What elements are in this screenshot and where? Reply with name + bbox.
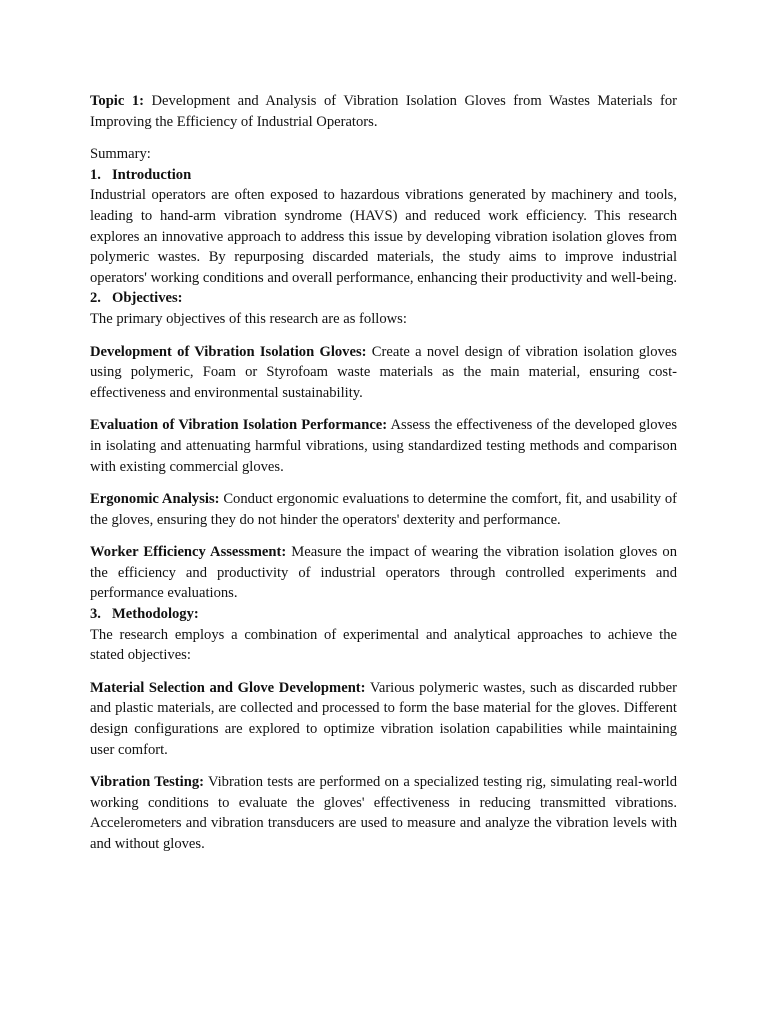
objective-term: Worker Efficiency Assessment:: [90, 544, 287, 561]
objective-text: Create a novel design of vibration isolation gloves using polymeric, Foam or Styrofoam waste materials as the main material, ensuring cost-effectiveness and environmental sustainability.: [90, 343, 677, 401]
objective-item: [90, 415, 677, 477]
objective-text: Measure the impact of wearing the vibration isolation gloves on the efficiency and productivity of industrial operators through controlled experiments and performance evaluations.: [90, 544, 677, 602]
summary-label: Summary:: [90, 146, 151, 163]
objectives-intro: The primary objectives of this research are as follows:: [90, 310, 407, 327]
topic-text: Development and Analysis of Vibration Isolation Gloves from Wastes Materials for Improving the Efficiency of Industrial Operators.: [90, 93, 677, 130]
methodology-item: [90, 772, 677, 854]
objective-item: [90, 542, 677, 604]
objective-term: Development of Vibration Isolation Gloves:: [90, 343, 367, 360]
methodology-text: Various polymeric wastes, such as discarded rubber and plastic materials, are collected and processed to form the base material for the gloves. Different design configurations are explored to optimize vibration isolation capabilities while maintaining user comfort.: [90, 679, 677, 758]
objective-item: [90, 342, 677, 404]
section-heading-methodology: [90, 604, 677, 625]
objective-term: Ergonomic Analysis:: [90, 491, 220, 508]
objective-text: Assess the effectiveness of the developed gloves in isolating and attenuating harmful vibrations, using standardized testing methods and comparison with existing commercial gloves.: [90, 417, 678, 475]
objective-term: Evaluation of Vibration Isolation Performance:: [90, 417, 388, 434]
section-number: 2.: [90, 290, 101, 307]
methodology-intro: The research employs a combination of experimental and analytical approaches to achieve the stated objectives:: [90, 626, 677, 664]
objective-text: Conduct ergonomic evaluations to determine the comfort, fit, and usability of the gloves, ensuring they do not hinder the operators' dexterity and performance.: [90, 491, 678, 528]
section-heading-introduction: [90, 165, 677, 186]
methodology-item: [90, 678, 677, 760]
objective-item: [90, 489, 677, 530]
topic-paragraph: [90, 91, 677, 132]
introduction-body: Industrial operators are often exposed to hazardous vibrations generated by machinery and tools, leading to hand-arm vibration syndrome (HAVS) and reduced work efficiency. This research explores an innovative approach to address this issue by developing vibration isolation gloves from polymeric wastes. By repurposing discarded materials, the study aims to improve industrial operators' working conditions and overall performance, enhancing their productivity and well-being.: [90, 187, 678, 286]
methodology-term: Vibration Testing:: [90, 774, 204, 791]
section-number: 1.: [90, 166, 101, 183]
methodology-text: Vibration tests are performed on a specialized testing rig, simulating real-world working conditions to evaluate the gloves' effectiveness in reducing transmitted vibrations. Accelerometers and vibration transducers are used to measure and analyze the vibration levels with and without gloves.: [90, 774, 677, 852]
section-title: Introduction: [112, 166, 192, 183]
section-number: 3.: [90, 606, 101, 623]
section-title: Methodology:: [112, 606, 199, 623]
methodology-term: Material Selection and Glove Development:: [90, 679, 366, 696]
section-title: Objectives:: [112, 290, 183, 307]
document-page: [90, 91, 677, 855]
section-heading-objectives: [90, 288, 677, 309]
topic-label: Topic 1:: [90, 93, 144, 109]
